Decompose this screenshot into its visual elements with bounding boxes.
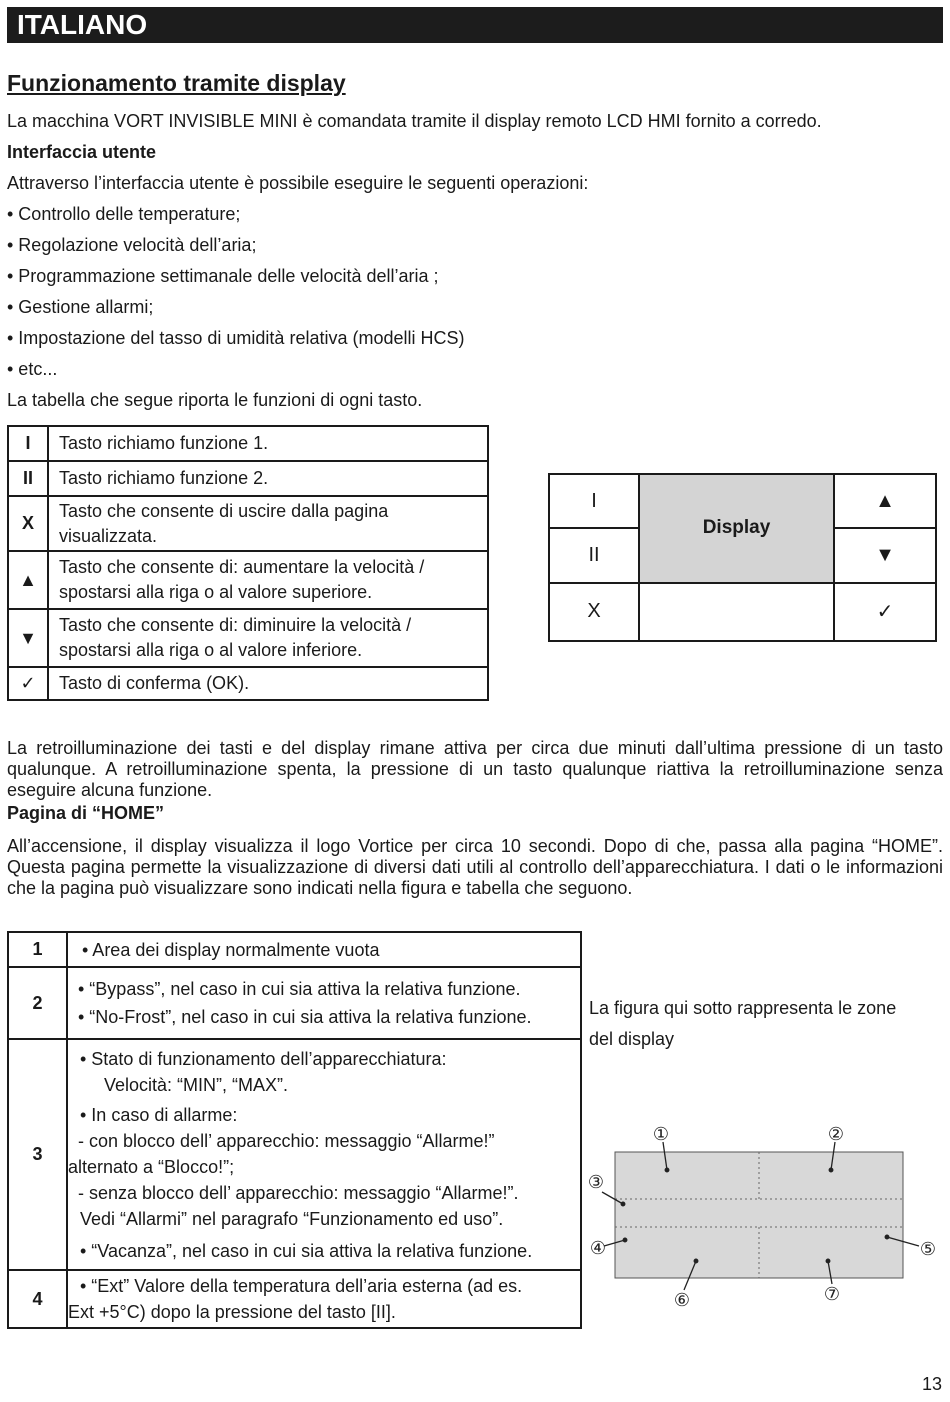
key-functions-table (7, 425, 489, 701)
panel-key-ii: II (549, 528, 639, 582)
callout-4: ④ (589, 1238, 607, 1259)
ui-heading: Interfaccia utente (7, 142, 157, 162)
key-symbol: X (8, 496, 48, 551)
operation-item: • Programmazione settimanale delle velocità dell’aria ; (7, 266, 439, 286)
key-symbol: II (8, 461, 48, 496)
key-symbol: ▼ (8, 609, 48, 667)
home-paragraph: All’accensione, il display visualizza il logo Vortice per circa 10 secondi. Dopo di che, passa alla pagina “HOME”. Questa pagina permette la visualizzazione di diversi dati utili al controllo dell’apparecchiatura. I dati o le informazioni che la pagina può visualizzare sono indicati nella figura e tabella che seguono. (7, 836, 943, 898)
intro-text: La macchina VORT INVISIBLE MINI è comandata tramite il display remoto LCD HMI fornito a corredo. (7, 111, 822, 131)
table-row (8, 461, 488, 496)
figure-caption: La figura qui sotto rappresenta le zone del display (589, 998, 897, 1049)
zone-description: • Area dei display normalmente vuota (67, 932, 581, 967)
callout-3: ③ (587, 1172, 605, 1193)
page-number: 13 (921, 1374, 942, 1394)
callout-1: ① (652, 1124, 670, 1145)
table-row (8, 609, 488, 667)
table-row (8, 967, 581, 1039)
key-description: Tasto di conferma (OK). (48, 667, 488, 700)
callout-7: ⑦ (823, 1284, 841, 1305)
section-title: Funzionamento tramite display (7, 70, 346, 96)
key-description: Tasto richiamo funzione 2. (48, 461, 488, 496)
table-row (8, 1039, 581, 1270)
operation-item: • Impostazione del tasso di umidità relativa (modelli HCS) (7, 328, 465, 348)
zone-number: 4 (8, 1270, 67, 1328)
panel-key-ok: ✓ (834, 583, 936, 641)
display-zones-table (7, 931, 582, 1329)
language-title: ITALIANO (17, 9, 148, 40)
key-symbol: ✓ (8, 667, 48, 700)
operation-item: • etc... (7, 359, 58, 379)
callout-2: ② (827, 1124, 845, 1145)
remote-panel-diagram (548, 473, 937, 642)
operation-item: • Controllo delle temperature; (7, 204, 241, 224)
table-row (8, 426, 488, 461)
table-row (8, 551, 488, 609)
callout-6: ⑥ (673, 1290, 691, 1311)
panel-key-i: I (549, 474, 639, 528)
panel-blank-cell (639, 583, 834, 641)
panel-key-down: ▼ (834, 528, 936, 582)
zone-number: 2 (8, 967, 67, 1039)
display-screen-shape (615, 1152, 903, 1278)
table-row (8, 932, 581, 967)
key-description: Tasto che consente di uscire dalla pagina visualizzata. (48, 496, 488, 551)
key-symbol: ▲ (8, 551, 48, 609)
panel-key-x: X (549, 583, 639, 641)
zone-number: 3 (8, 1039, 67, 1270)
table-row (8, 496, 488, 551)
display-zones-figure (587, 1118, 943, 1318)
backlight-paragraph: La retroilluminazione dei tasti e del display rimane attiva per circa due minuti dall’ultima pressione di un tasto qualunque. A retroilluminazione spenta, la pressione di un tasto qualunque riattiva la retroilluminazione senza eseguire alcuna funzione. (7, 738, 943, 800)
home-heading: Pagina di “HOME” (7, 803, 165, 823)
operation-item: • Gestione allarmi; (7, 297, 154, 317)
key-description: Tasto che consente di: diminuire la velocità / spostarsi alla riga o al valore inferiore. (48, 609, 488, 667)
callout-5: ⑤ (919, 1239, 937, 1260)
operation-item: • Regolazione velocità dell’aria; (7, 235, 257, 255)
zone-description: • “Bypass”, nel caso in cui sia attiva la relativa funzione. • “No-Frost”, nel caso in cui sia attiva la relativa funzione. (67, 967, 581, 1039)
zone-description: • “Ext” Valore della temperatura dell’aria esterna (ad es. Ext +5°C) dopo la pressione del tasto [II]. (67, 1270, 581, 1328)
table-row (8, 1270, 581, 1328)
zone-description: • Stato di funzionamento dell’apparecchiatura: Velocità: “MIN”, “MAX”. • In caso di allarme: - con blocco dell’ apparecchio: messaggio “Allarme!” alternato a “Blocco!”; - senza blocco dell’ apparecchio: messaggio “Allarme!”. Vedi “Allarmi” nel paragrafo “Funzionamento ed uso”. • “Vacanza”, nel caso in cui sia attiva la relativa funzione. (67, 1039, 581, 1270)
panel-key-up: ▲ (834, 474, 936, 528)
key-description: Tasto richiamo funzione 1. (48, 426, 488, 461)
table-row (8, 667, 488, 700)
table-intro-text: La tabella che segue riporta le funzioni di ogni tasto. (7, 390, 423, 410)
key-symbol: I (8, 426, 48, 461)
zone-number: 1 (8, 932, 67, 967)
panel-display-area: Display (639, 474, 834, 583)
ui-lead-text: Attraverso l’interfaccia utente è possibile eseguire le seguenti operazioni: (7, 173, 589, 193)
key-description: Tasto che consente di: aumentare la velocità / spostarsi alla riga o al valore superiore. (48, 551, 488, 609)
language-header-bar (7, 7, 943, 43)
